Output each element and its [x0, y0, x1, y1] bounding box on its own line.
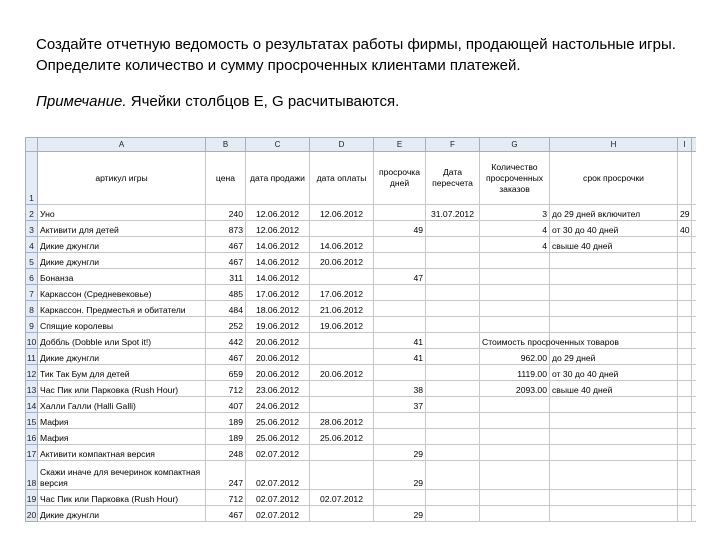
cell-i[interactable]	[678, 506, 692, 522]
cell-next[interactable]	[692, 333, 697, 349]
cell-overdue-days[interactable]	[374, 413, 426, 429]
table-row	[26, 333, 697, 349]
cell-overdue-days[interactable]	[374, 317, 426, 333]
cell-article[interactable]: Дикие джунгли	[38, 253, 206, 269]
cell-g[interactable]	[480, 461, 550, 490]
cell-h[interactable]	[550, 506, 678, 522]
cell-price[interactable]: 712	[206, 381, 246, 397]
cell-next[interactable]	[692, 205, 697, 221]
table-row	[26, 381, 697, 397]
cell-g[interactable]	[480, 301, 550, 317]
row-header[interactable]: 5	[26, 253, 38, 269]
cell-recalc-date[interactable]	[426, 349, 480, 365]
cell-i[interactable]	[678, 349, 692, 365]
cell-sale-date[interactable]: 25.06.2012	[246, 429, 310, 445]
cell-sale-date[interactable]: 17.06.2012	[246, 285, 310, 301]
cell-recalc-date[interactable]: 31.07.2012	[426, 205, 480, 221]
row-header[interactable]: 10	[26, 333, 38, 349]
cell-next[interactable]	[692, 429, 697, 445]
cell-next[interactable]	[692, 397, 697, 413]
cell-recalc-date[interactable]	[426, 445, 480, 461]
cell-next[interactable]	[692, 349, 697, 365]
row-header[interactable]: 12	[26, 365, 38, 381]
cell-h[interactable]: до 29 дней	[550, 349, 678, 365]
cell-i[interactable]	[678, 253, 692, 269]
cell-recalc-date[interactable]	[426, 333, 480, 349]
cell-recalc-date[interactable]	[426, 461, 480, 490]
cell-overdue-days[interactable]: 38	[374, 381, 426, 397]
cell-g[interactable]	[480, 269, 550, 285]
cell-i[interactable]	[678, 333, 692, 349]
row-header[interactable]: 1	[26, 152, 38, 205]
cell-article[interactable]: Дикие джунгли	[38, 506, 206, 522]
cell-h[interactable]: от 30 до 40 дней	[550, 365, 678, 381]
cell-price[interactable]: 247	[206, 461, 246, 490]
cell-i[interactable]: 29	[678, 205, 692, 221]
row-header[interactable]: 20	[26, 506, 38, 522]
cell-payment-date[interactable]: 12.06.2012	[310, 205, 374, 221]
cell-article[interactable]: Халли Галли (Halli Galli)	[38, 397, 206, 413]
cell-next[interactable]	[692, 413, 697, 429]
cell-h[interactable]: свыше 40 дней	[550, 381, 678, 397]
cell-sale-date[interactable]: 20.06.2012	[246, 333, 310, 349]
cell-i[interactable]	[678, 429, 692, 445]
cell-overdue-days[interactable]: 49	[374, 221, 426, 237]
cell-sale-date[interactable]: 02.07.2012	[246, 445, 310, 461]
cell-overdue-days[interactable]: 41	[374, 349, 426, 365]
cell-next[interactable]	[692, 253, 697, 269]
cell-g[interactable]	[480, 253, 550, 269]
cell-article[interactable]: Активити компактная версия	[38, 445, 206, 461]
cell-recalc-date[interactable]	[426, 381, 480, 397]
cell-g[interactable]: 1119.00	[480, 365, 550, 381]
column-header-g[interactable]: G	[480, 138, 550, 152]
cell-sale-date[interactable]: 14.06.2012	[246, 253, 310, 269]
table-row	[26, 429, 697, 445]
cell-sale-date[interactable]: 19.06.2012	[246, 317, 310, 333]
cell-recalc-date[interactable]	[426, 365, 480, 381]
cell-article[interactable]: Доббль (Dobble или Spot it!)	[38, 333, 206, 349]
cell-overdue-days[interactable]: 47	[374, 269, 426, 285]
cell-overdue-days[interactable]	[374, 490, 426, 506]
cell-i[interactable]	[678, 301, 692, 317]
cell-overdue-days[interactable]: 29	[374, 445, 426, 461]
cell-overdue-days[interactable]: 37	[374, 397, 426, 413]
cell-price[interactable]: 484	[206, 301, 246, 317]
row-header[interactable]: 15	[26, 413, 38, 429]
cell-overdue-days[interactable]: 41	[374, 333, 426, 349]
cell-i[interactable]	[678, 317, 692, 333]
cell-h[interactable]: свыше 40 дней	[550, 237, 678, 253]
cell-overdue-days[interactable]: 29	[374, 461, 426, 490]
cell-g[interactable]	[480, 285, 550, 301]
cell-h[interactable]	[550, 397, 678, 413]
cell-recalc-date[interactable]	[426, 253, 480, 269]
cell-article[interactable]: Активити для детей	[38, 221, 206, 237]
cell-payment-date[interactable]: 28.06.2012	[310, 413, 374, 429]
header-cell-recalc-date[interactable]: Дата пересчета	[426, 152, 480, 205]
cell-article[interactable]: Бонанза	[38, 269, 206, 285]
cell-overdue-days[interactable]: 29	[374, 506, 426, 522]
cell-next[interactable]	[692, 365, 697, 381]
cell-article[interactable]: Каркассон. Предместья и обитатели	[38, 301, 206, 317]
cell-payment-date[interactable]: 14.06.2012	[310, 237, 374, 253]
cell-overdue-days[interactable]	[374, 205, 426, 221]
header-cell-price[interactable]: цена	[206, 152, 246, 205]
cell-sale-date[interactable]: 02.07.2012	[246, 490, 310, 506]
cell-price[interactable]: 252	[206, 317, 246, 333]
row-header[interactable]: 4	[26, 237, 38, 253]
header-cell-overdue-days[interactable]: просрочка дней	[374, 152, 426, 205]
cell-i[interactable]	[678, 381, 692, 397]
cell-price[interactable]: 189	[206, 413, 246, 429]
column-header-c[interactable]: C	[246, 138, 310, 152]
cell-payment-date[interactable]: 21.06.2012	[310, 301, 374, 317]
cell-g[interactable]: Стоимость просроченных товаров	[480, 333, 550, 349]
cell-article[interactable]: Скажи иначе для вечеринок компактная версия	[38, 461, 206, 490]
cell-i[interactable]	[678, 490, 692, 506]
cell-payment-date[interactable]: 20.06.2012	[310, 365, 374, 381]
cell-price[interactable]: 442	[206, 333, 246, 349]
cell-i[interactable]	[678, 461, 692, 490]
cell-price[interactable]: 311	[206, 269, 246, 285]
spreadsheet-grid	[25, 137, 696, 522]
cell-payment-date[interactable]	[310, 221, 374, 237]
row-header[interactable]: 11	[26, 349, 38, 365]
cell-h[interactable]	[550, 301, 678, 317]
table-row	[26, 253, 697, 269]
column-header-e[interactable]: E	[374, 138, 426, 152]
cell-i[interactable]	[678, 445, 692, 461]
cell-article[interactable]: Мафия	[38, 413, 206, 429]
cell-g[interactable]: 2093.00	[480, 381, 550, 397]
cell-payment-date[interactable]	[310, 333, 374, 349]
cell-sale-date[interactable]: 12.06.2012	[246, 205, 310, 221]
cell-next[interactable]	[692, 461, 697, 490]
cell-article[interactable]: Дикие джунгли	[38, 237, 206, 253]
cell-h[interactable]	[550, 429, 678, 445]
cell-payment-date[interactable]: 19.06.2012	[310, 317, 374, 333]
cell-recalc-date[interactable]	[426, 490, 480, 506]
cell-price[interactable]: 712	[206, 490, 246, 506]
cell-i[interactable]	[678, 413, 692, 429]
cell-sale-date[interactable]: 23.06.2012	[246, 381, 310, 397]
cell-payment-date[interactable]: 17.06.2012	[310, 285, 374, 301]
table-row	[26, 413, 697, 429]
cell-price[interactable]: 467	[206, 506, 246, 522]
cell-price[interactable]: 248	[206, 445, 246, 461]
cell-sale-date[interactable]: 24.06.2012	[246, 397, 310, 413]
note-label: Примечание.	[36, 93, 127, 110]
cell-article[interactable]: Дикие джунгли	[38, 349, 206, 365]
cell-g[interactable]: 962.00	[480, 349, 550, 365]
cell-h[interactable]	[550, 413, 678, 429]
cell-next[interactable]	[692, 285, 697, 301]
column-header-d[interactable]: D	[310, 138, 374, 152]
header-cell-next[interactable]	[692, 152, 697, 205]
table-row	[26, 445, 697, 461]
column-header-f[interactable]: F	[426, 138, 480, 152]
cell-h[interactable]	[550, 253, 678, 269]
cell-price[interactable]: 189	[206, 429, 246, 445]
cell-payment-date[interactable]	[310, 381, 374, 397]
cell-price[interactable]: 485	[206, 285, 246, 301]
cell-payment-date[interactable]	[310, 445, 374, 461]
table-row	[26, 490, 697, 506]
spreadsheet	[25, 137, 696, 525]
cell-g[interactable]	[480, 445, 550, 461]
cell-article[interactable]: Каркассон (Средневековье)	[38, 285, 206, 301]
row-header[interactable]: 2	[26, 205, 38, 221]
cell-overdue-days[interactable]	[374, 365, 426, 381]
row-header[interactable]: 6	[26, 269, 38, 285]
header-cell-i[interactable]	[678, 152, 692, 205]
cell-g[interactable]: 3	[480, 205, 550, 221]
cell-g[interactable]	[480, 317, 550, 333]
cell-h[interactable]	[550, 461, 678, 490]
cell-next[interactable]	[692, 237, 697, 253]
cell-payment-date[interactable]: 20.06.2012	[310, 253, 374, 269]
cell-g[interactable]: 4	[480, 221, 550, 237]
cell-next[interactable]	[692, 445, 697, 461]
header-row	[26, 152, 697, 205]
cell-overdue-days[interactable]	[374, 253, 426, 269]
note-text: Ячейки столбцов E, G расчитываются.	[126, 93, 400, 110]
cell-i[interactable]	[678, 397, 692, 413]
table-row	[26, 506, 697, 522]
cell-h[interactable]	[550, 490, 678, 506]
row-header[interactable]: 18	[26, 461, 38, 490]
table-row	[26, 301, 697, 317]
cell-sale-date[interactable]: 02.07.2012	[246, 506, 310, 522]
column-header-row	[26, 138, 697, 152]
column-header-b[interactable]: B	[206, 138, 246, 152]
header-cell-overdue-count[interactable]: Количество просроченных заказов	[480, 152, 550, 205]
cell-payment-date[interactable]	[310, 461, 374, 490]
cell-next[interactable]	[692, 506, 697, 522]
cell-article[interactable]: Уно	[38, 205, 206, 221]
cell-article[interactable]: Час Пик или Парковка (Rush Hour)	[38, 490, 206, 506]
cell-next[interactable]	[692, 381, 697, 397]
cell-recalc-date[interactable]	[426, 506, 480, 522]
cell-h[interactable]: от 30 до 40 дней	[550, 221, 678, 237]
cell-g[interactable]: 4	[480, 237, 550, 253]
row-header[interactable]: 14	[26, 397, 38, 413]
row-header[interactable]: 17	[26, 445, 38, 461]
table-row	[26, 317, 697, 333]
table-row	[26, 365, 697, 381]
cell-article[interactable]: Час Пик или Парковка (Rush Hour)	[38, 381, 206, 397]
cell-g[interactable]	[480, 506, 550, 522]
table-row	[26, 221, 697, 237]
cell-next[interactable]	[692, 269, 697, 285]
cell-price[interactable]: 467	[206, 237, 246, 253]
cell-sale-date[interactable]: 25.06.2012	[246, 413, 310, 429]
cell-sale-date[interactable]: 02.07.2012	[246, 461, 310, 490]
cell-price[interactable]: 240	[206, 205, 246, 221]
column-header-h[interactable]: H	[550, 138, 678, 152]
header-cell-payment-date[interactable]: дата оплаты	[310, 152, 374, 205]
row-header[interactable]: 3	[26, 221, 38, 237]
note	[36, 91, 696, 112]
header-cell-sale-date[interactable]: дата продажи	[246, 152, 310, 205]
cell-price[interactable]: 467	[206, 349, 246, 365]
cell-recalc-date[interactable]	[426, 397, 480, 413]
cell-recalc-date[interactable]	[426, 317, 480, 333]
cell-g[interactable]	[480, 397, 550, 413]
task-text: Создайте отчетную ведомость о результатах работы фирмы, продающей настольные игры. Определите количество и сумму просроченных клиентами платежей.	[36, 36, 676, 74]
row-header[interactable]: 19	[26, 490, 38, 506]
cell-price[interactable]: 659	[206, 365, 246, 381]
select-all-corner[interactable]	[26, 138, 38, 152]
cell-sale-date[interactable]: 18.06.2012	[246, 301, 310, 317]
row-header[interactable]: 9	[26, 317, 38, 333]
cell-recalc-date[interactable]	[426, 413, 480, 429]
header-cell-article[interactable]: артикул игры	[38, 152, 206, 205]
cell-next[interactable]	[692, 490, 697, 506]
cell-recalc-date[interactable]	[426, 237, 480, 253]
table-row	[26, 285, 697, 301]
cell-g[interactable]	[480, 413, 550, 429]
header-cell-overdue-term[interactable]: срок просрочки	[550, 152, 678, 205]
table-row	[26, 205, 697, 221]
cell-h[interactable]	[550, 285, 678, 301]
row-header[interactable]: 8	[26, 301, 38, 317]
row-header[interactable]: 13	[26, 381, 38, 397]
cell-article[interactable]: Спящие королевы	[38, 317, 206, 333]
cell-payment-date[interactable]	[310, 506, 374, 522]
cell-i[interactable]: 40	[678, 221, 692, 237]
cell-h[interactable]	[550, 317, 678, 333]
cell-payment-date[interactable]: 02.07.2012	[310, 490, 374, 506]
table-row	[26, 237, 697, 253]
cell-h[interactable]: до 29 дней включител	[550, 205, 678, 221]
cell-overdue-days[interactable]	[374, 237, 426, 253]
cell-overdue-days[interactable]	[374, 429, 426, 445]
cell-sale-date[interactable]: 14.06.2012	[246, 269, 310, 285]
cell-overdue-days[interactable]	[374, 285, 426, 301]
column-header-i[interactable]: I	[678, 138, 692, 152]
cell-g[interactable]	[480, 429, 550, 445]
cell-recalc-date[interactable]	[426, 221, 480, 237]
cell-recalc-date[interactable]	[426, 269, 480, 285]
cell-payment-date[interactable]	[310, 269, 374, 285]
cell-next[interactable]	[692, 301, 697, 317]
cell-next[interactable]	[692, 221, 697, 237]
column-header-next[interactable]	[692, 138, 697, 152]
cell-article[interactable]: Тик Так Бум для детей	[38, 365, 206, 381]
cell-price[interactable]: 467	[206, 253, 246, 269]
cell-recalc-date[interactable]	[426, 429, 480, 445]
cell-sale-date[interactable]: 12.06.2012	[246, 221, 310, 237]
row-header[interactable]: 7	[26, 285, 38, 301]
table-row	[26, 461, 697, 490]
column-header-a[interactable]: A	[38, 138, 206, 152]
cell-recalc-date[interactable]	[426, 301, 480, 317]
cell-sale-date[interactable]: 14.06.2012	[246, 237, 310, 253]
cell-i[interactable]	[678, 269, 692, 285]
cell-price[interactable]: 873	[206, 221, 246, 237]
cell-sale-date[interactable]: 20.06.2012	[246, 349, 310, 365]
table-row	[26, 397, 697, 413]
cell-i[interactable]	[678, 365, 692, 381]
cell-price[interactable]: 407	[206, 397, 246, 413]
cell-next[interactable]	[692, 317, 697, 333]
table-row	[26, 349, 697, 365]
cell-payment-date[interactable]	[310, 397, 374, 413]
cell-h[interactable]	[550, 445, 678, 461]
cell-payment-date[interactable]: 25.06.2012	[310, 429, 374, 445]
cell-g[interactable]	[480, 490, 550, 506]
cell-payment-date[interactable]	[310, 349, 374, 365]
cell-i[interactable]	[678, 285, 692, 301]
cell-sale-date[interactable]: 20.06.2012	[246, 365, 310, 381]
cell-overdue-days[interactable]	[374, 301, 426, 317]
cell-recalc-date[interactable]	[426, 285, 480, 301]
row-header[interactable]: 16	[26, 429, 38, 445]
table-row	[26, 269, 697, 285]
cell-i[interactable]	[678, 237, 692, 253]
cell-article[interactable]: Мафия	[38, 429, 206, 445]
cell-h[interactable]	[550, 269, 678, 285]
